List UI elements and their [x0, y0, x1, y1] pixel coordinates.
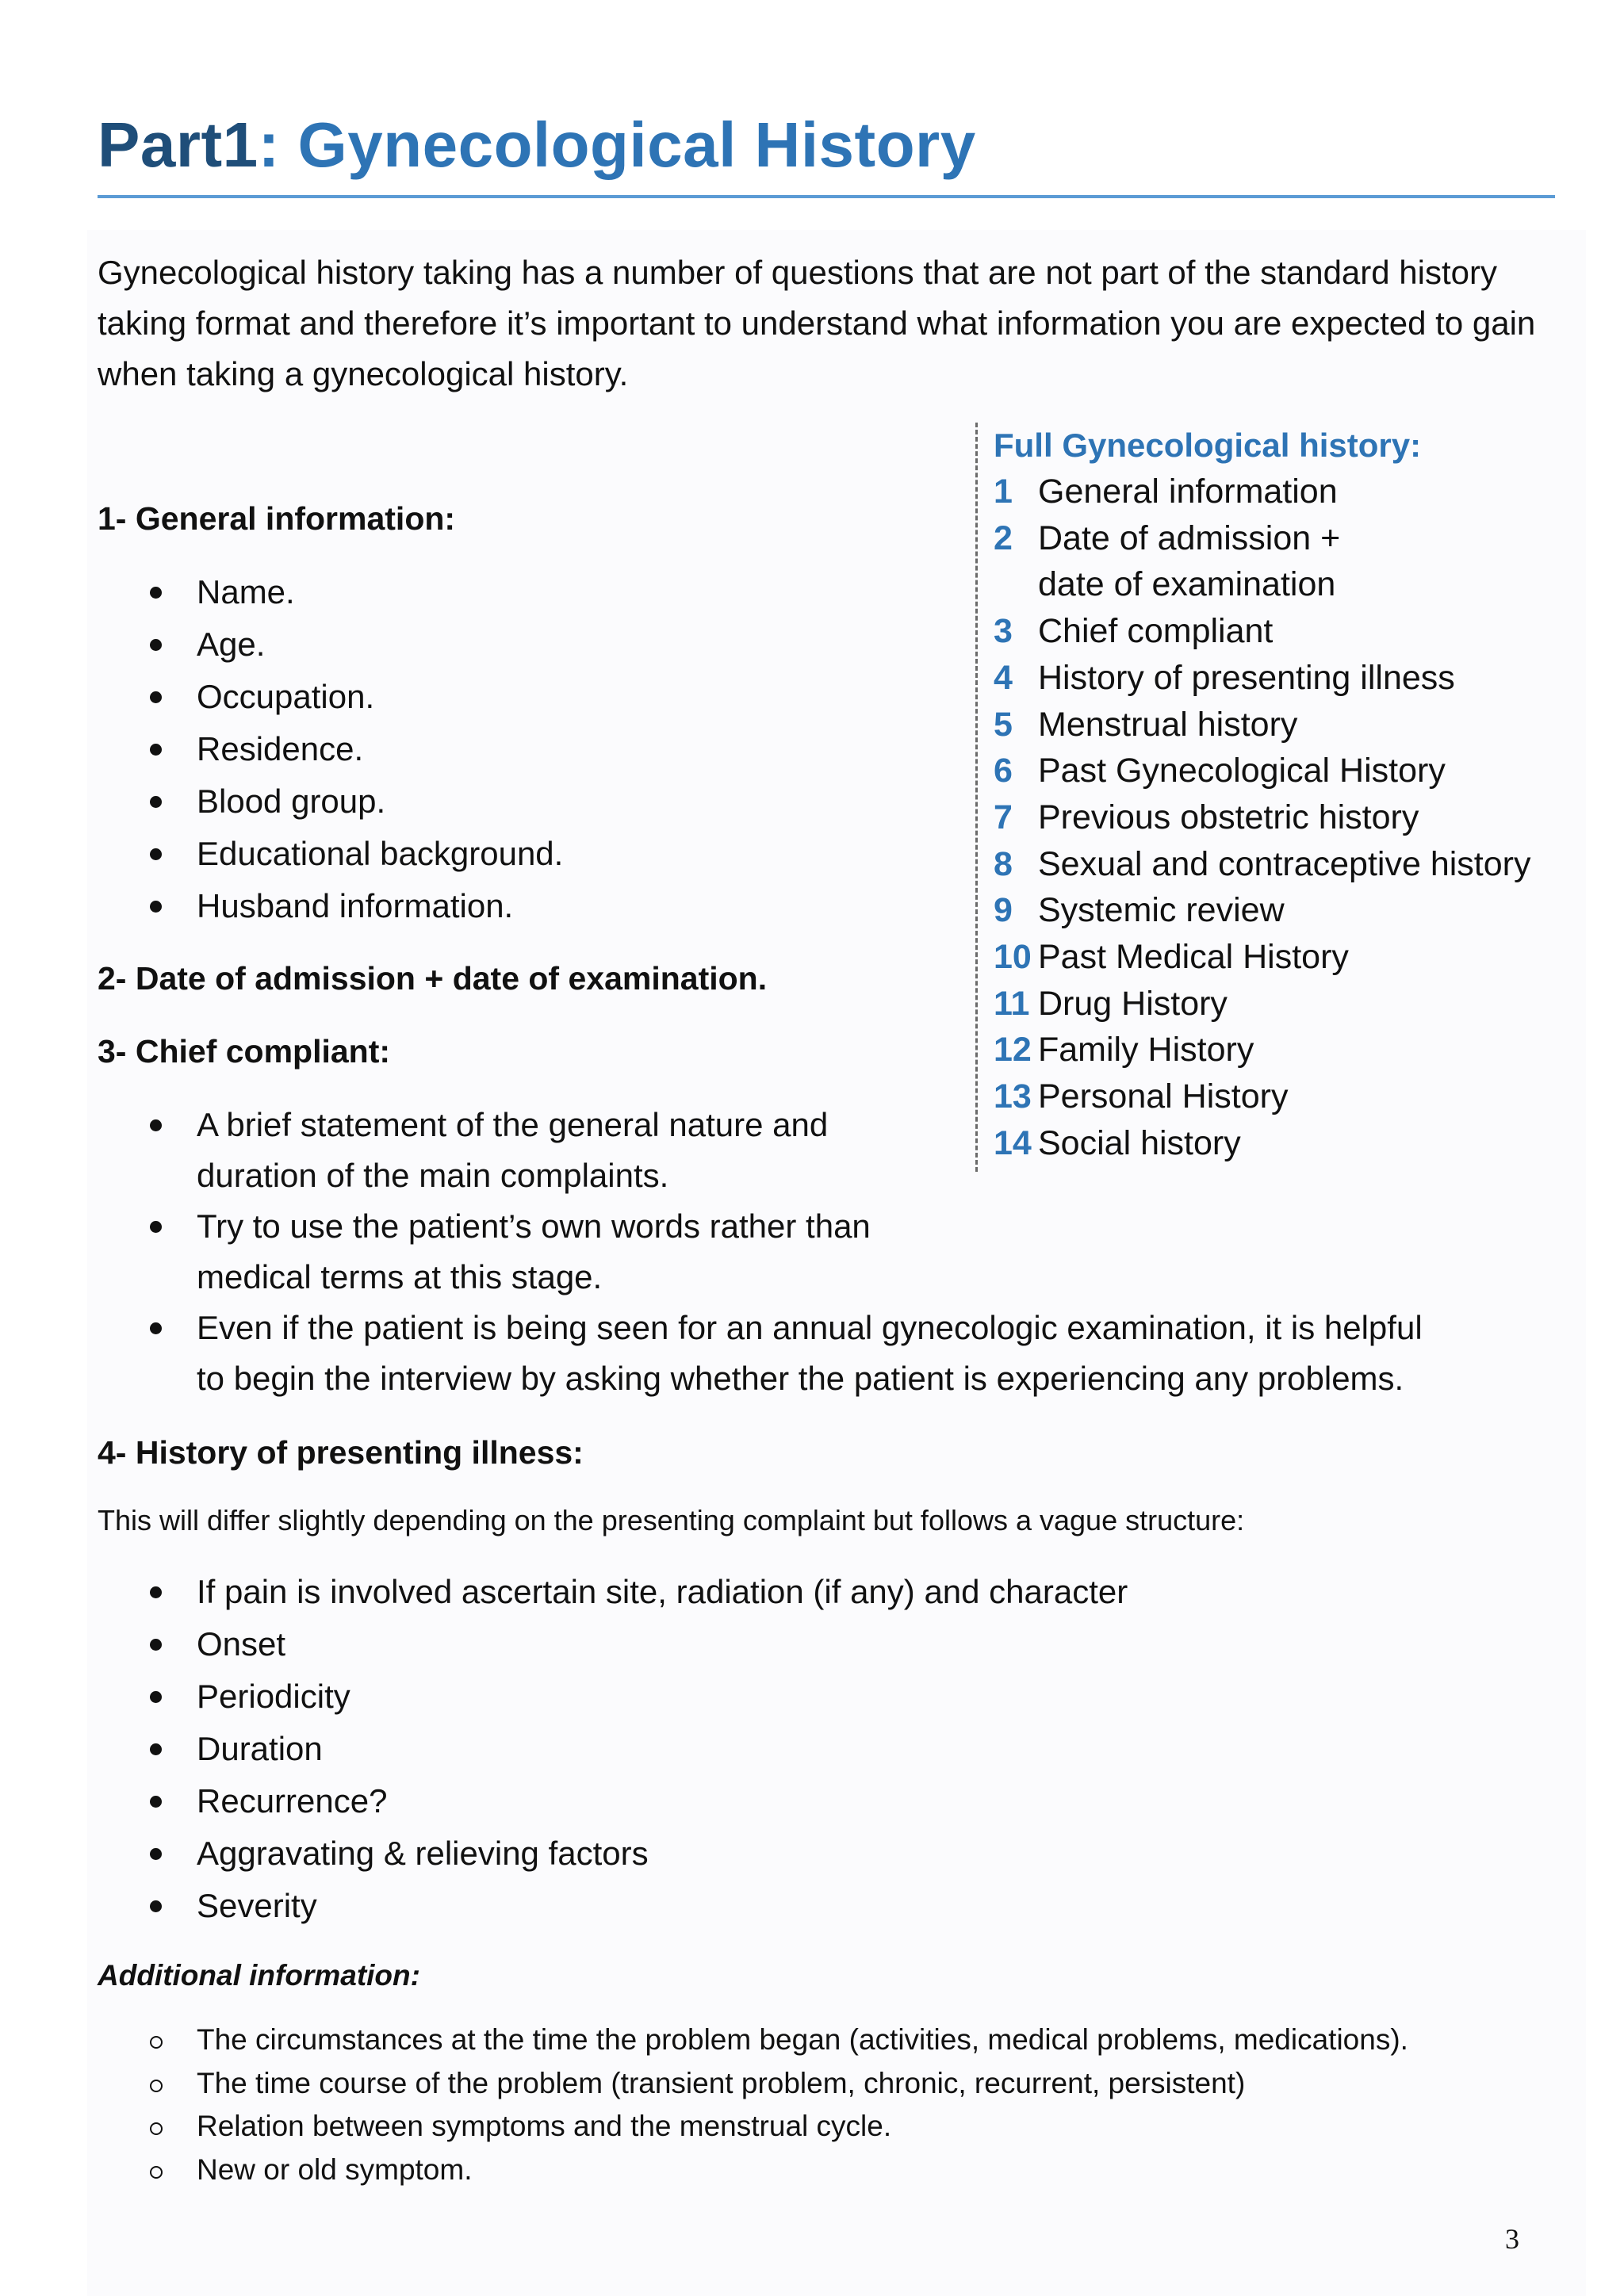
chief-compliant-list — [98, 1100, 1423, 1404]
sidebar-list — [994, 469, 1530, 1167]
sidebar-item-label: Personal History — [1038, 1077, 1289, 1116]
list-item: New or old symptom. — [98, 2149, 1408, 2192]
sidebar-item-number: 12 — [994, 1031, 1032, 1070]
sidebar-item — [994, 934, 1530, 981]
list-item-line: A brief statement of the general nature and — [197, 1106, 829, 1143]
list-item: Name. — [98, 566, 563, 618]
list-item: Duration — [98, 1723, 1128, 1775]
sidebar-item-number: 8 — [994, 844, 1013, 883]
list-item: Severity — [98, 1880, 1128, 1932]
title-text: : Gynecological History — [258, 109, 976, 180]
sidebar-item-number: 7 — [994, 798, 1013, 836]
sidebar-item — [994, 515, 1530, 608]
sidebar-item-number: 4 — [994, 658, 1013, 697]
sidebar-item — [994, 608, 1530, 655]
list-item: Educational background. — [98, 828, 563, 880]
presenting-illness-list — [98, 1566, 1128, 1932]
section-heading-chief-compliant: 3- Chief compliant: — [98, 1033, 391, 1070]
sidebar-item-label: Menstrual history — [1038, 705, 1298, 744]
sidebar-item-label: Sexual and contraceptive history — [1038, 844, 1531, 883]
list-item: Aggravating & relieving factors — [98, 1827, 1128, 1880]
sidebar-item-number: 10 — [994, 938, 1032, 977]
list-item: Husband information. — [98, 880, 563, 932]
list-item: Occupation. — [98, 671, 563, 723]
section-heading-date-of-admission: 2- Date of admission + date of examination. — [98, 960, 768, 997]
sidebar-item-number: 2 — [994, 519, 1013, 557]
sidebar-item-label: History of presenting illness — [1038, 658, 1455, 697]
list-item: Residence. — [98, 723, 563, 775]
sidebar-item-label: General information — [1038, 473, 1338, 511]
sidebar-item-label: Systemic review — [1038, 891, 1285, 930]
additional-information-heading: Additional information: — [98, 1959, 420, 1992]
sidebar-item-label: Past Gynecological History — [1038, 752, 1446, 790]
intro-paragraph: Gynecological history taking has a number of questions that are not part of the standard history taking format and therefore it’s important to understand what information you are expected to gain when taking a gynecological history. — [98, 254, 1536, 392]
sidebar-item-label-line: Date of admission + — [1038, 519, 1341, 557]
sidebar-item — [994, 841, 1530, 888]
list-item-line: medical terms at this stage. — [197, 1258, 603, 1295]
list-item-line: duration of the main complaints. — [197, 1157, 669, 1194]
list-item: The time course of the problem (transient problem, chronic, recurrent, persistent) — [98, 2062, 1408, 2106]
sidebar-item-number: 9 — [994, 891, 1013, 930]
sidebar-item — [994, 469, 1530, 515]
sidebar-item — [994, 702, 1530, 748]
general-information-list — [98, 566, 563, 932]
sidebar-item-number: 14 — [994, 1123, 1032, 1162]
sidebar-item-label: Family History — [1038, 1031, 1254, 1070]
sidebar-item-label: Drug History — [1038, 984, 1228, 1023]
sidebar-item-label: Social history — [1038, 1123, 1241, 1162]
list-item: If pain is involved ascertain site, radiation (if any) and character — [98, 1566, 1128, 1618]
section-heading-general-information: 1- General information: — [98, 500, 456, 537]
sidebar-item-label — [1038, 515, 1340, 608]
list-item: Age. — [98, 618, 563, 671]
sidebar-item — [994, 1027, 1530, 1073]
sidebar-item — [994, 655, 1530, 702]
list-item: Recurrence? — [98, 1775, 1128, 1827]
sidebar-item — [994, 887, 1530, 934]
list-item — [98, 1303, 1423, 1404]
sidebar-item-number: 13 — [994, 1077, 1032, 1116]
list-item: The circumstances at the time the problem began (activities, medical problems, medications). — [98, 2019, 1408, 2062]
page-title — [98, 101, 976, 189]
sidebar-item-number: 3 — [994, 612, 1013, 651]
section-heading-presenting-illness: 4- History of presenting illness: — [98, 1434, 584, 1471]
sidebar-item — [994, 794, 1530, 841]
list-item: Blood group. — [98, 775, 563, 828]
sidebar-item-label: Past Medical History — [1038, 938, 1349, 977]
page-number: 3 — [1505, 2223, 1519, 2255]
sidebar-full-history — [975, 423, 1588, 1172]
list-item-line: to begin the interview by asking whether the patient is experiencing any problems. — [197, 1360, 1404, 1397]
sidebar-item-number: 5 — [994, 705, 1013, 744]
sidebar-item — [994, 981, 1530, 1027]
list-item-line: Try to use the patient’s own words rather than — [197, 1207, 871, 1245]
sidebar-item-number: 1 — [994, 473, 1013, 511]
section-subtitle: This will differ slightly depending on the presenting complaint but follows a vague structure: — [98, 1504, 1245, 1536]
list-item — [98, 1201, 1423, 1303]
sidebar-item-label: Previous obstetric history — [1038, 798, 1419, 836]
list-item: Onset — [98, 1618, 1128, 1670]
list-item: Relation between symptoms and the menstrual cycle. — [98, 2105, 1408, 2149]
list-item-line: Even if the patient is being seen for an annual gynecologic examination, it is helpful — [197, 1309, 1423, 1346]
list-item — [98, 1100, 1423, 1201]
sidebar-item-number: 6 — [994, 752, 1013, 790]
sidebar-item-label: Chief compliant — [1038, 612, 1274, 651]
list-item: Periodicity — [98, 1670, 1128, 1723]
title-underline — [98, 195, 1555, 198]
title-part: Part1 — [98, 109, 259, 180]
sidebar-item-number: 11 — [994, 984, 1030, 1023]
additional-information-list — [98, 2019, 1408, 2191]
sidebar-item — [994, 748, 1530, 794]
sidebar-item-label-line: date of examination — [1038, 565, 1336, 604]
sidebar-title: Full Gynecological history: — [994, 427, 1422, 464]
